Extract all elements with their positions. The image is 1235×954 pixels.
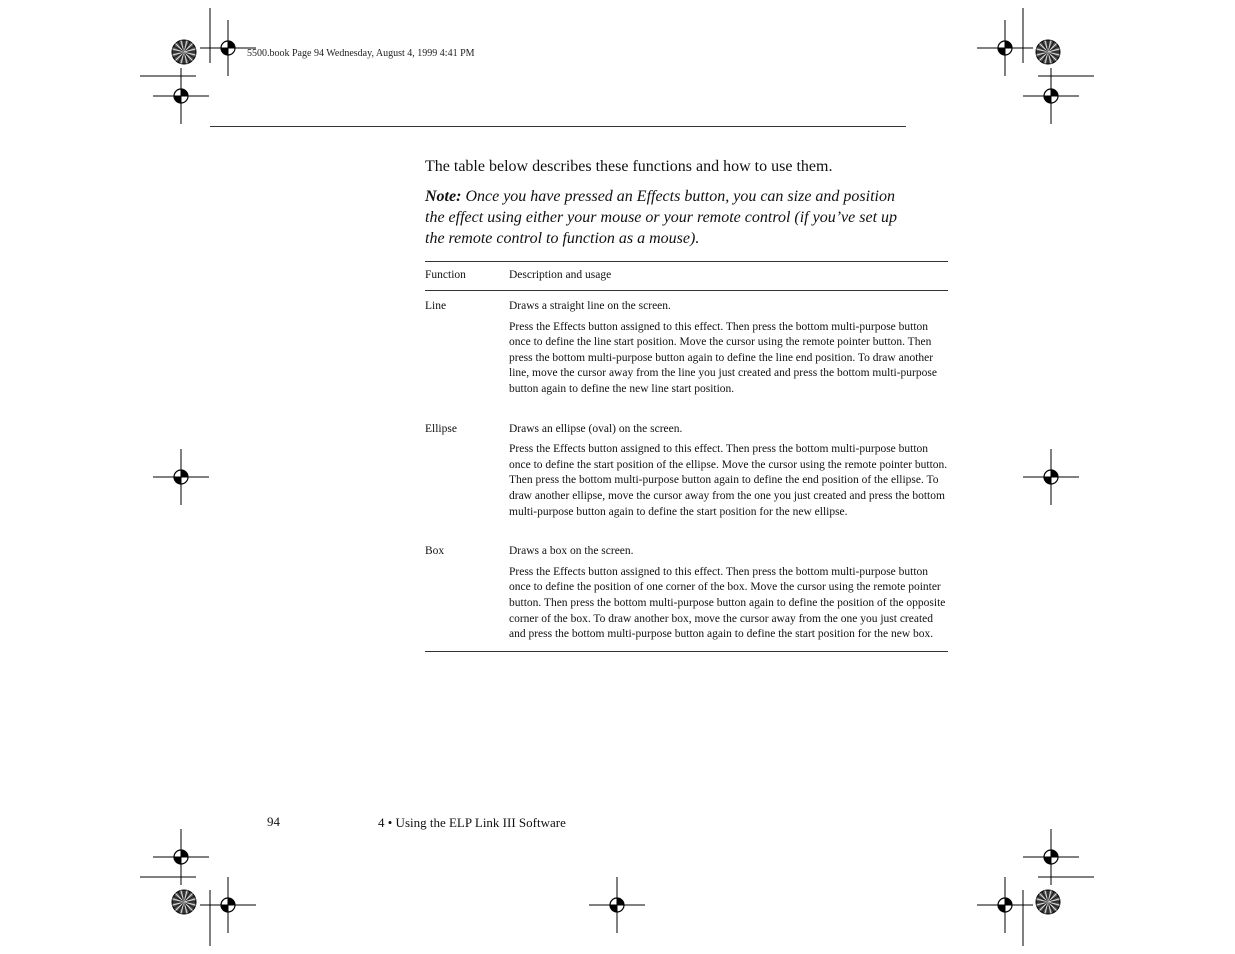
table-row xyxy=(425,414,948,537)
registration-quadrant xyxy=(1044,96,1051,103)
registration-quadrant xyxy=(181,470,188,477)
slug-line: 5500.book Page 94 Wednesday, August 4, 1999 4:41 PM xyxy=(247,48,475,59)
page-number: 94 xyxy=(267,814,280,829)
function-summary: Draws a box on the screen. xyxy=(509,545,634,558)
function-description xyxy=(509,544,948,643)
registration-quadrant xyxy=(221,905,228,912)
registration-quadrant xyxy=(181,89,188,96)
function-name: Line xyxy=(425,300,447,312)
table-row xyxy=(425,291,948,414)
registration-quadrant xyxy=(174,857,181,864)
registration-quadrant xyxy=(1051,470,1058,477)
intro-paragraph: The table below describes these functions and how to use them. xyxy=(425,158,833,175)
function-detail: Press the Effects button assigned to this effect. Then press the bottom multi-purpose button once to define the line start position. Move the cursor using the remote pointer button. Then press the bottom multi-purpose button again to define the line end position. To draw another line, move the cursor away from the line you just created and press the bottom multi-purpose button again to define the new line start position. xyxy=(509,320,937,395)
registration-quadrant xyxy=(221,48,228,55)
function-name: Ellipse xyxy=(425,422,457,435)
function-name: Box xyxy=(425,545,445,558)
chapter-footer: 4 • Using the ELP Link III Software xyxy=(378,815,566,830)
table-header xyxy=(425,262,948,291)
table-row xyxy=(425,536,948,651)
registration-quadrant xyxy=(228,41,235,48)
registration-quadrant xyxy=(1051,850,1058,857)
registration-quadrant xyxy=(174,477,181,484)
registration-quadrant xyxy=(174,96,181,103)
header-description: Description and usage xyxy=(509,269,612,282)
function-summary: Draws a straight line on the screen. xyxy=(509,300,671,312)
registration-quadrant xyxy=(1044,477,1051,484)
note-label: Note: xyxy=(425,188,462,205)
registration-quadrant xyxy=(617,898,624,905)
function-summary: Draws an ellipse (oval) on the screen. xyxy=(509,422,683,435)
header-function: Function xyxy=(425,269,466,282)
registration-quadrant xyxy=(1044,857,1051,864)
note-paragraph xyxy=(425,186,905,249)
registration-quadrant xyxy=(181,850,188,857)
registration-quadrant xyxy=(1005,898,1012,905)
function-description xyxy=(509,422,948,537)
function-detail: Press the Effects button assigned to this effect. Then press the bottom multi-purpose button once to define the position of one corner of the box. Move the cursor using the remote pointer button. Then press the bottom multi-purpose button again to define the position of the opposite corner of the box. To draw another box, move the cursor away from the one you just created and press the bottom multi-purpose button again to define the start position for the new box. xyxy=(509,565,946,641)
registration-quadrant xyxy=(1005,41,1012,48)
note-text: Once you have pressed an Effects button, you can size and position the effect using either your mouse or your remote control (if you’ve set up the remote control to function as a mouse). xyxy=(425,188,898,247)
functions-table xyxy=(425,261,948,652)
registration-quadrant xyxy=(998,905,1005,912)
registration-quadrant xyxy=(228,898,235,905)
registration-quadrant xyxy=(610,905,617,912)
registration-quadrant xyxy=(998,48,1005,55)
function-description xyxy=(509,299,948,414)
function-detail: Press the Effects button assigned to this effect. Then press the bottom multi-purpose button once to define the start position of the ellipse. Move the cursor using the remote pointer button. Then press the bottom multi-purpose button again to define the end position of the ellipse. To draw another ellipse, move the cursor away from the one you just created and press the bottom multi-purpose button again to define the start position for the new ellipse. xyxy=(509,443,948,518)
registration-quadrant xyxy=(1051,89,1058,96)
header-rule xyxy=(210,126,906,127)
